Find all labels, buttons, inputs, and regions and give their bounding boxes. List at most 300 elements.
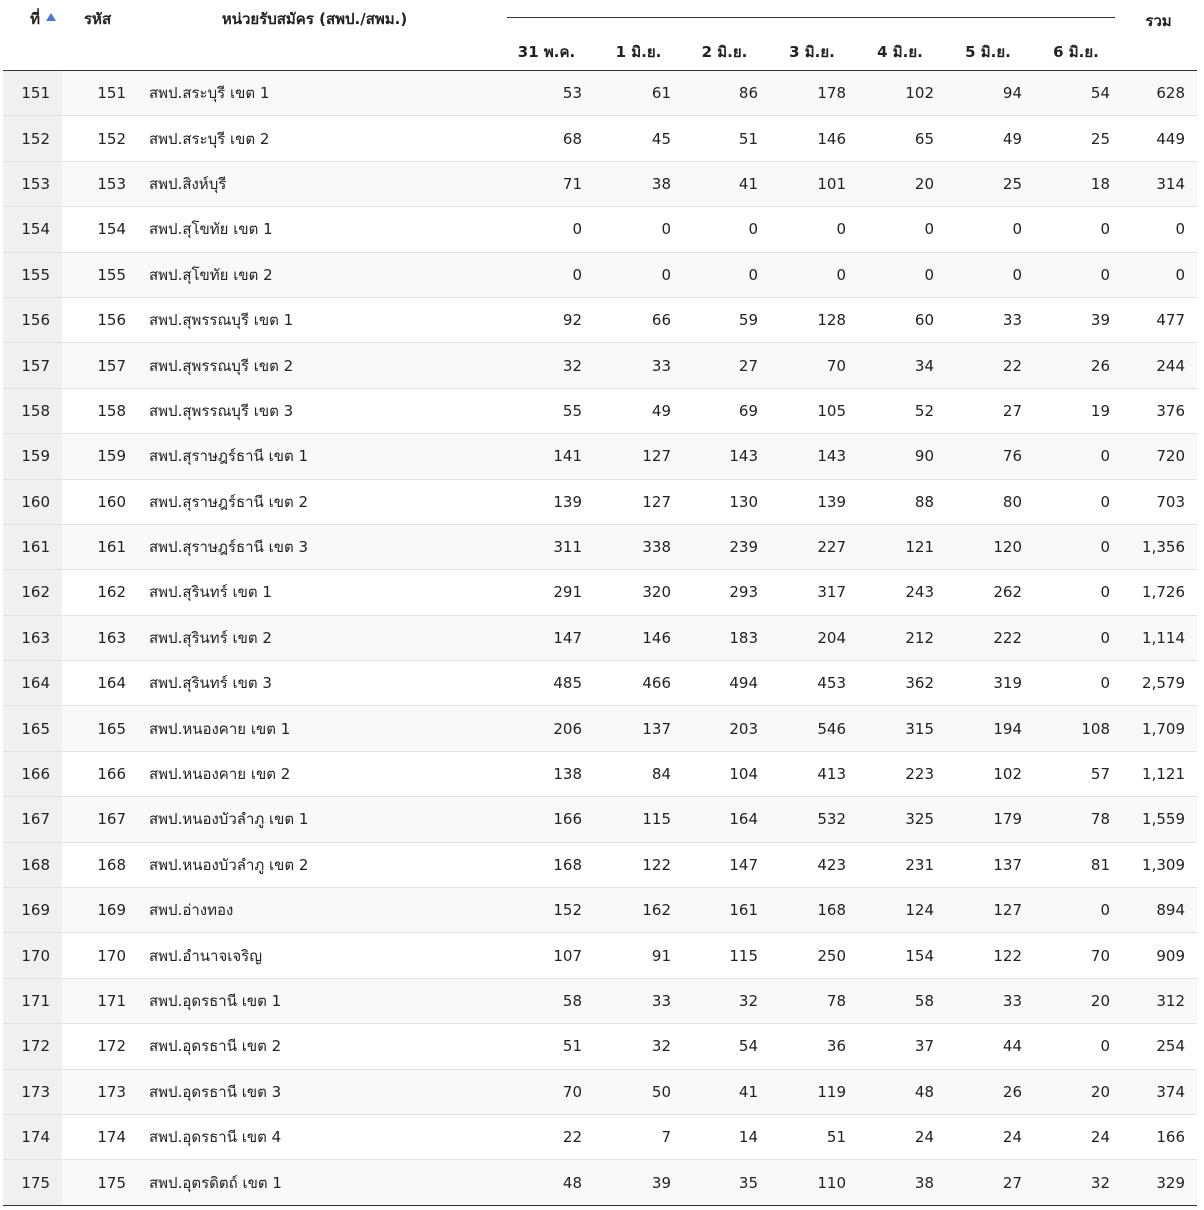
row-code-cell: 158 xyxy=(62,388,132,433)
row-total-cell: 314 xyxy=(1120,161,1197,206)
row-date-1-count-cell: 206 xyxy=(497,706,596,751)
row-unit-name-cell: สพป.สุโขทัย เขต 1 xyxy=(132,207,497,252)
row-total-cell: 894 xyxy=(1120,888,1197,933)
column-header-unit-label: หน่วยรับสมัคร (สพป./สพม.) xyxy=(221,10,408,28)
row-unit-name-cell: สพป.สระบุรี เขต 2 xyxy=(132,116,497,161)
row-code-cell: 167 xyxy=(62,797,132,842)
row-date-2-count-cell: 466 xyxy=(596,661,681,706)
row-date-6-count-cell: 49 xyxy=(944,116,1032,161)
row-date-4-count-cell: 105 xyxy=(768,388,856,433)
row-date-6-count-cell: 33 xyxy=(944,297,1032,342)
row-date-2-count-cell: 45 xyxy=(596,116,681,161)
row-total-cell: 376 xyxy=(1120,388,1197,433)
row-date-7-count-cell: 20 xyxy=(1032,1069,1120,1114)
row-code-cell: 168 xyxy=(62,842,132,887)
row-date-3-count-cell: 32 xyxy=(681,978,768,1023)
row-date-4-count-cell: 423 xyxy=(768,842,856,887)
row-date-6-count-cell: 33 xyxy=(944,978,1032,1023)
row-date-4-count-cell: 146 xyxy=(768,116,856,161)
row-total-cell: 1,709 xyxy=(1120,706,1197,751)
row-number-cell: 172 xyxy=(3,1024,62,1069)
row-date-3-count-cell: 115 xyxy=(681,933,768,978)
row-code-cell: 153 xyxy=(62,161,132,206)
row-date-7-count-cell: 70 xyxy=(1032,933,1120,978)
row-unit-name-cell: สพป.สุโขทัย เขต 2 xyxy=(132,252,497,297)
row-date-1-count-cell: 22 xyxy=(497,1114,596,1159)
row-number-cell: 160 xyxy=(3,479,62,524)
row-date-4-count-cell: 128 xyxy=(768,297,856,342)
row-date-6-count-cell: 122 xyxy=(944,933,1032,978)
row-date-5-count-cell: 0 xyxy=(856,252,944,297)
row-date-6-count-cell: 27 xyxy=(944,388,1032,433)
column-header-code[interactable] xyxy=(62,0,132,71)
row-code-cell: 160 xyxy=(62,479,132,524)
row-date-1-count-cell: 0 xyxy=(497,207,596,252)
row-date-7-count-cell: 108 xyxy=(1032,706,1120,751)
row-date-1-count-cell: 311 xyxy=(497,524,596,569)
row-date-4-count-cell: 317 xyxy=(768,570,856,615)
column-header-code-label: รหัส xyxy=(84,10,112,28)
row-total-cell: 254 xyxy=(1120,1024,1197,1069)
row-date-5-count-cell: 65 xyxy=(856,116,944,161)
row-date-7-count-cell: 0 xyxy=(1032,570,1120,615)
row-date-4-count-cell: 70 xyxy=(768,343,856,388)
row-unit-name-cell: สพป.สุพรรณบุรี เขต 2 xyxy=(132,343,497,388)
row-date-5-count-cell: 37 xyxy=(856,1024,944,1069)
row-date-1-count-cell: 71 xyxy=(497,161,596,206)
row-date-3-count-cell: 494 xyxy=(681,661,768,706)
table-row[interactable] xyxy=(3,1114,1197,1159)
row-date-6-count-cell: 76 xyxy=(944,434,1032,479)
row-date-7-count-cell: 0 xyxy=(1032,615,1120,660)
row-date-5-count-cell: 223 xyxy=(856,751,944,796)
row-number-cell: 158 xyxy=(3,388,62,433)
table-body xyxy=(3,71,1197,1206)
row-total-cell: 166 xyxy=(1120,1114,1197,1159)
row-number-cell: 153 xyxy=(3,161,62,206)
row-date-5-count-cell: 0 xyxy=(856,207,944,252)
row-code-cell: 152 xyxy=(62,116,132,161)
row-date-6-count-cell: 137 xyxy=(944,842,1032,887)
row-date-7-count-cell: 0 xyxy=(1032,888,1120,933)
table-row[interactable] xyxy=(3,933,1197,978)
row-date-3-count-cell: 0 xyxy=(681,207,768,252)
row-unit-name-cell: สพป.สุราษฎร์ธานี เขต 2 xyxy=(132,479,497,524)
row-date-7-count-cell: 0 xyxy=(1032,1024,1120,1069)
row-date-2-count-cell: 320 xyxy=(596,570,681,615)
row-date-3-count-cell: 239 xyxy=(681,524,768,569)
row-date-5-count-cell: 102 xyxy=(856,71,944,116)
row-date-3-count-cell: 293 xyxy=(681,570,768,615)
table-row[interactable] xyxy=(3,706,1197,751)
row-date-6-count-cell: 26 xyxy=(944,1069,1032,1114)
row-date-5-count-cell: 20 xyxy=(856,161,944,206)
row-date-4-count-cell: 119 xyxy=(768,1069,856,1114)
row-date-1-count-cell: 107 xyxy=(497,933,596,978)
row-number-cell: 157 xyxy=(3,343,62,388)
row-date-7-count-cell: 25 xyxy=(1032,116,1120,161)
row-number-cell: 155 xyxy=(3,252,62,297)
table-row[interactable] xyxy=(3,71,1197,116)
row-number-cell: 156 xyxy=(3,297,62,342)
row-date-1-count-cell: 68 xyxy=(497,116,596,161)
row-date-6-count-cell: 262 xyxy=(944,570,1032,615)
row-date-3-count-cell: 51 xyxy=(681,116,768,161)
row-unit-name-cell: สพป.อำนาจเจริญ xyxy=(132,933,497,978)
row-number-cell: 154 xyxy=(3,207,62,252)
row-unit-name-cell: สพป.อุดรธานี เขต 3 xyxy=(132,1069,497,1114)
row-date-4-count-cell: 36 xyxy=(768,1024,856,1069)
row-number-cell: 165 xyxy=(3,706,62,751)
row-unit-name-cell: สพป.สิงห์บุรี xyxy=(132,161,497,206)
row-date-2-count-cell: 61 xyxy=(596,71,681,116)
row-date-7-count-cell: 24 xyxy=(1032,1114,1120,1159)
table-row[interactable] xyxy=(3,388,1197,433)
row-code-cell: 165 xyxy=(62,706,132,751)
row-date-1-count-cell: 152 xyxy=(497,888,596,933)
row-date-4-count-cell: 143 xyxy=(768,434,856,479)
row-date-7-count-cell: 32 xyxy=(1032,1160,1120,1205)
row-number-cell: 170 xyxy=(3,933,62,978)
row-unit-name-cell: สพป.หนองบัวลำภู เขต 1 xyxy=(132,797,497,842)
row-date-2-count-cell: 33 xyxy=(596,978,681,1023)
row-number-cell: 174 xyxy=(3,1114,62,1159)
row-total-cell: 1,309 xyxy=(1120,842,1197,887)
row-date-5-count-cell: 124 xyxy=(856,888,944,933)
row-date-5-count-cell: 121 xyxy=(856,524,944,569)
row-date-6-count-cell: 319 xyxy=(944,661,1032,706)
row-number-cell: 159 xyxy=(3,434,62,479)
row-date-4-count-cell: 139 xyxy=(768,479,856,524)
table-row[interactable] xyxy=(3,570,1197,615)
row-total-cell: 628 xyxy=(1120,71,1197,116)
row-unit-name-cell: สพป.สุราษฎร์ธานี เขต 1 xyxy=(132,434,497,479)
row-date-2-count-cell: 66 xyxy=(596,297,681,342)
column-header-date-5[interactable]: 4 มิ.ย. xyxy=(877,43,923,61)
row-code-cell: 174 xyxy=(62,1114,132,1159)
row-date-3-count-cell: 0 xyxy=(681,252,768,297)
row-date-2-count-cell: 122 xyxy=(596,842,681,887)
row-date-6-count-cell: 102 xyxy=(944,751,1032,796)
row-unit-name-cell: สพป.สุราษฎร์ธานี เขต 3 xyxy=(132,524,497,569)
row-date-2-count-cell: 137 xyxy=(596,706,681,751)
row-date-2-count-cell: 127 xyxy=(596,479,681,524)
row-unit-name-cell: สพป.อุดรธานี เขต 1 xyxy=(132,978,497,1023)
row-code-cell: 159 xyxy=(62,434,132,479)
row-code-cell: 151 xyxy=(62,71,132,116)
row-date-2-count-cell: 162 xyxy=(596,888,681,933)
row-date-3-count-cell: 164 xyxy=(681,797,768,842)
row-date-4-count-cell: 110 xyxy=(768,1160,856,1205)
row-date-6-count-cell: 44 xyxy=(944,1024,1032,1069)
row-date-7-count-cell: 39 xyxy=(1032,297,1120,342)
row-date-6-count-cell: 94 xyxy=(944,71,1032,116)
row-number-cell: 168 xyxy=(3,842,62,887)
table-row[interactable] xyxy=(3,252,1197,297)
row-number-cell: 169 xyxy=(3,888,62,933)
applicants-table xyxy=(3,0,1197,1206)
row-code-cell: 171 xyxy=(62,978,132,1023)
row-date-2-count-cell: 146 xyxy=(596,615,681,660)
row-number-cell: 163 xyxy=(3,615,62,660)
table-row[interactable] xyxy=(3,1160,1197,1205)
row-unit-name-cell: สพป.หนองคาย เขต 1 xyxy=(132,706,497,751)
row-date-5-count-cell: 34 xyxy=(856,343,944,388)
row-unit-name-cell: สพป.สุรินทร์ เขต 1 xyxy=(132,570,497,615)
row-total-cell: 329 xyxy=(1120,1160,1197,1205)
row-code-cell: 172 xyxy=(62,1024,132,1069)
row-date-3-count-cell: 14 xyxy=(681,1114,768,1159)
row-date-7-count-cell: 57 xyxy=(1032,751,1120,796)
row-date-4-count-cell: 0 xyxy=(768,207,856,252)
table-header xyxy=(3,0,1197,71)
row-code-cell: 154 xyxy=(62,207,132,252)
row-date-5-count-cell: 38 xyxy=(856,1160,944,1205)
column-header-total[interactable] xyxy=(1120,0,1197,71)
table-row[interactable] xyxy=(3,524,1197,569)
column-header-unit[interactable] xyxy=(132,0,497,71)
row-date-2-count-cell: 32 xyxy=(596,1024,681,1069)
row-date-6-count-cell: 0 xyxy=(944,252,1032,297)
row-date-7-count-cell: 20 xyxy=(1032,978,1120,1023)
row-date-1-count-cell: 485 xyxy=(497,661,596,706)
row-date-5-count-cell: 60 xyxy=(856,297,944,342)
row-date-4-count-cell: 0 xyxy=(768,252,856,297)
row-date-1-count-cell: 291 xyxy=(497,570,596,615)
row-date-1-count-cell: 92 xyxy=(497,297,596,342)
sort-ascending-icon[interactable] xyxy=(46,13,56,21)
column-header-date-7[interactable]: 6 มิ.ย. xyxy=(1053,43,1099,61)
table-row[interactable] xyxy=(3,434,1197,479)
row-date-2-count-cell: 338 xyxy=(596,524,681,569)
row-date-4-count-cell: 453 xyxy=(768,661,856,706)
row-date-4-count-cell: 227 xyxy=(768,524,856,569)
row-date-2-count-cell: 7 xyxy=(596,1114,681,1159)
column-header-no-label: ที่ xyxy=(30,10,40,28)
row-date-1-count-cell: 51 xyxy=(497,1024,596,1069)
row-date-4-count-cell: 78 xyxy=(768,978,856,1023)
row-date-3-count-cell: 143 xyxy=(681,434,768,479)
table-row[interactable] xyxy=(3,978,1197,1023)
row-number-cell: 175 xyxy=(3,1160,62,1205)
row-number-cell: 173 xyxy=(3,1069,62,1114)
row-date-2-count-cell: 91 xyxy=(596,933,681,978)
row-date-5-count-cell: 325 xyxy=(856,797,944,842)
row-date-3-count-cell: 54 xyxy=(681,1024,768,1069)
table-row[interactable] xyxy=(3,161,1197,206)
row-date-6-count-cell: 179 xyxy=(944,797,1032,842)
column-header-no[interactable] xyxy=(3,0,62,71)
row-date-2-count-cell: 39 xyxy=(596,1160,681,1205)
row-unit-name-cell: สพป.สุรินทร์ เขต 2 xyxy=(132,615,497,660)
row-date-1-count-cell: 32 xyxy=(497,343,596,388)
row-date-3-count-cell: 27 xyxy=(681,343,768,388)
row-date-5-count-cell: 48 xyxy=(856,1069,944,1114)
row-date-1-count-cell: 141 xyxy=(497,434,596,479)
row-total-cell: 1,121 xyxy=(1120,751,1197,796)
data-table-container xyxy=(3,0,1197,1206)
table-row[interactable] xyxy=(3,479,1197,524)
row-total-cell: 703 xyxy=(1120,479,1197,524)
row-total-cell: 2,579 xyxy=(1120,661,1197,706)
row-date-3-count-cell: 86 xyxy=(681,71,768,116)
row-date-1-count-cell: 139 xyxy=(497,479,596,524)
row-date-7-count-cell: 0 xyxy=(1032,524,1120,569)
row-unit-name-cell: สพป.หนองคาย เขต 2 xyxy=(132,751,497,796)
row-date-3-count-cell: 203 xyxy=(681,706,768,751)
row-date-1-count-cell: 168 xyxy=(497,842,596,887)
row-date-2-count-cell: 115 xyxy=(596,797,681,842)
row-date-1-count-cell: 166 xyxy=(497,797,596,842)
column-header-date-2[interactable]: 1 มิ.ย. xyxy=(615,43,662,61)
row-date-5-count-cell: 231 xyxy=(856,842,944,887)
column-header-total-label: รวม xyxy=(1145,12,1172,30)
row-date-3-count-cell: 59 xyxy=(681,297,768,342)
row-unit-name-cell: สพป.หนองบัวลำภู เขต 2 xyxy=(132,842,497,887)
row-date-7-count-cell: 81 xyxy=(1032,842,1120,887)
row-date-6-count-cell: 222 xyxy=(944,615,1032,660)
row-date-6-count-cell: 27 xyxy=(944,1160,1032,1205)
row-total-cell: 244 xyxy=(1120,343,1197,388)
column-header-date-4[interactable]: 3 มิ.ย. xyxy=(789,43,835,61)
row-date-5-count-cell: 58 xyxy=(856,978,944,1023)
row-date-4-count-cell: 204 xyxy=(768,615,856,660)
table-row[interactable] xyxy=(3,888,1197,933)
row-date-7-count-cell: 0 xyxy=(1032,479,1120,524)
row-date-4-count-cell: 413 xyxy=(768,751,856,796)
row-unit-name-cell: สพป.สุพรรณบุรี เขต 3 xyxy=(132,388,497,433)
row-date-7-count-cell: 18 xyxy=(1032,161,1120,206)
row-number-cell: 166 xyxy=(3,751,62,796)
row-date-5-count-cell: 315 xyxy=(856,706,944,751)
row-date-2-count-cell: 84 xyxy=(596,751,681,796)
row-date-4-count-cell: 250 xyxy=(768,933,856,978)
row-date-1-count-cell: 70 xyxy=(497,1069,596,1114)
row-number-cell: 162 xyxy=(3,570,62,615)
row-code-cell: 164 xyxy=(62,661,132,706)
row-date-4-count-cell: 168 xyxy=(768,888,856,933)
row-total-cell: 0 xyxy=(1120,207,1197,252)
row-date-1-count-cell: 0 xyxy=(497,252,596,297)
row-code-cell: 155 xyxy=(62,252,132,297)
row-date-4-count-cell: 101 xyxy=(768,161,856,206)
row-total-cell: 1,559 xyxy=(1120,797,1197,842)
row-date-7-count-cell: 19 xyxy=(1032,388,1120,433)
row-date-4-count-cell: 51 xyxy=(768,1114,856,1159)
row-date-6-count-cell: 24 xyxy=(944,1114,1032,1159)
row-date-3-count-cell: 35 xyxy=(681,1160,768,1205)
row-date-5-count-cell: 88 xyxy=(856,479,944,524)
row-number-cell: 151 xyxy=(3,71,62,116)
column-header-date-6[interactable]: 5 มิ.ย. xyxy=(965,43,1011,61)
row-number-cell: 171 xyxy=(3,978,62,1023)
table-row[interactable] xyxy=(3,661,1197,706)
row-code-cell: 162 xyxy=(62,570,132,615)
row-date-2-count-cell: 0 xyxy=(596,207,681,252)
column-header-date-3[interactable]: 2 มิ.ย. xyxy=(701,43,748,61)
row-date-3-count-cell: 69 xyxy=(681,388,768,433)
row-date-5-count-cell: 90 xyxy=(856,434,944,479)
row-date-1-count-cell: 55 xyxy=(497,388,596,433)
row-date-2-count-cell: 50 xyxy=(596,1069,681,1114)
row-unit-name-cell: สพป.สุรินทร์ เขต 3 xyxy=(132,661,497,706)
row-total-cell: 0 xyxy=(1120,252,1197,297)
row-total-cell: 1,356 xyxy=(1120,524,1197,569)
row-date-5-count-cell: 212 xyxy=(856,615,944,660)
row-date-4-count-cell: 532 xyxy=(768,797,856,842)
row-date-7-count-cell: 54 xyxy=(1032,71,1120,116)
row-number-cell: 161 xyxy=(3,524,62,569)
row-date-4-count-cell: 546 xyxy=(768,706,856,751)
row-date-5-count-cell: 154 xyxy=(856,933,944,978)
row-code-cell: 157 xyxy=(62,343,132,388)
table-row[interactable] xyxy=(3,1069,1197,1114)
table-row[interactable] xyxy=(3,297,1197,342)
row-date-3-count-cell: 104 xyxy=(681,751,768,796)
row-code-cell: 166 xyxy=(62,751,132,796)
table-row[interactable] xyxy=(3,751,1197,796)
row-date-5-count-cell: 24 xyxy=(856,1114,944,1159)
row-unit-name-cell: สพป.อ่างทอง xyxy=(132,888,497,933)
table-row[interactable] xyxy=(3,842,1197,887)
table-row[interactable] xyxy=(3,1024,1197,1069)
row-date-6-count-cell: 0 xyxy=(944,207,1032,252)
row-date-2-count-cell: 38 xyxy=(596,161,681,206)
table-row[interactable] xyxy=(3,343,1197,388)
row-date-5-count-cell: 243 xyxy=(856,570,944,615)
row-date-2-count-cell: 33 xyxy=(596,343,681,388)
row-date-3-count-cell: 161 xyxy=(681,888,768,933)
row-total-cell: 374 xyxy=(1120,1069,1197,1114)
row-date-1-count-cell: 48 xyxy=(497,1160,596,1205)
row-date-1-count-cell: 147 xyxy=(497,615,596,660)
row-date-7-count-cell: 26 xyxy=(1032,343,1120,388)
row-total-cell: 312 xyxy=(1120,978,1197,1023)
row-total-cell: 909 xyxy=(1120,933,1197,978)
table-row[interactable] xyxy=(3,207,1197,252)
row-code-cell: 169 xyxy=(62,888,132,933)
row-date-3-count-cell: 183 xyxy=(681,615,768,660)
row-code-cell: 156 xyxy=(62,297,132,342)
row-unit-name-cell: สพป.สระบุรี เขต 1 xyxy=(132,71,497,116)
row-date-7-count-cell: 0 xyxy=(1032,661,1120,706)
row-number-cell: 152 xyxy=(3,116,62,161)
row-date-6-count-cell: 25 xyxy=(944,161,1032,206)
row-code-cell: 170 xyxy=(62,933,132,978)
table-row[interactable] xyxy=(3,116,1197,161)
row-code-cell: 161 xyxy=(62,524,132,569)
row-date-7-count-cell: 0 xyxy=(1032,207,1120,252)
row-number-cell: 164 xyxy=(3,661,62,706)
row-code-cell: 173 xyxy=(62,1069,132,1114)
row-date-6-count-cell: 194 xyxy=(944,706,1032,751)
row-date-2-count-cell: 49 xyxy=(596,388,681,433)
row-date-1-count-cell: 53 xyxy=(497,71,596,116)
date-group-header xyxy=(497,0,1120,34)
row-unit-name-cell: สพป.อุดรธานี เขต 2 xyxy=(132,1024,497,1069)
column-header-date-1[interactable]: 31 พ.ค. xyxy=(517,43,576,61)
row-total-cell: 477 xyxy=(1120,297,1197,342)
table-row[interactable] xyxy=(3,615,1197,660)
row-total-cell: 449 xyxy=(1120,116,1197,161)
row-date-7-count-cell: 0 xyxy=(1032,434,1120,479)
table-row[interactable] xyxy=(3,797,1197,842)
row-date-3-count-cell: 41 xyxy=(681,1069,768,1114)
row-date-1-count-cell: 138 xyxy=(497,751,596,796)
row-date-2-count-cell: 0 xyxy=(596,252,681,297)
row-date-6-count-cell: 22 xyxy=(944,343,1032,388)
row-date-3-count-cell: 41 xyxy=(681,161,768,206)
